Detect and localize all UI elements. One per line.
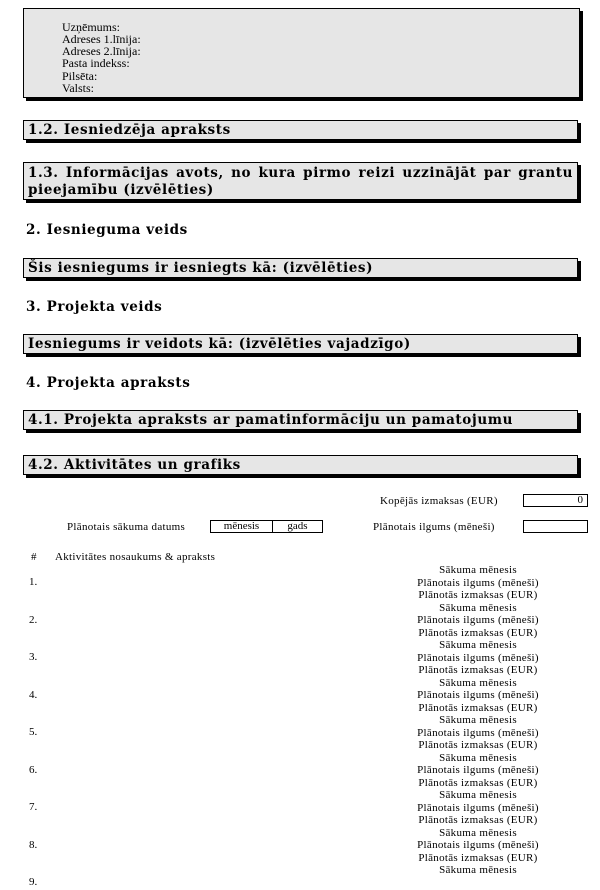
- total-cost-field[interactable]: 0: [523, 494, 588, 507]
- activity-duration-label: Plānotais ilgums (mēneši): [417, 726, 539, 739]
- activity-cost-label: Plānotās izmaksas (EUR): [418, 626, 538, 639]
- activity-number: 8.: [29, 838, 38, 851]
- activity-number: 3.: [29, 651, 38, 663]
- col-activity-header: Aktivitātes nosaukums & apraksts: [55, 551, 216, 563]
- start-date-label: Plānotais sākuma datums: [67, 521, 186, 533]
- section-2-heading: 2. Iesnieguma veids: [26, 222, 188, 238]
- activity-number: 1.: [29, 576, 38, 588]
- activity-start-month-label: Sākuma mēnesis: [439, 864, 517, 876]
- activity-start-month-label: Sākuma mēnesis: [439, 826, 517, 839]
- address-line1-label: Adreses 1.līnija:: [62, 32, 141, 46]
- activity-duration-label: Plānotais ilgums (mēneši): [417, 801, 539, 814]
- postal-code-label: Pasta indekss:: [62, 56, 130, 70]
- activity-start-month-label: Sākuma mēnesis: [439, 751, 517, 764]
- activity-duration-label: Plānotais ilgums (mēneši): [417, 839, 539, 851]
- activity-number: 7.: [29, 801, 38, 813]
- section-4-heading: 4. Projekta apraksts: [26, 375, 191, 391]
- col-number-header: #: [31, 551, 37, 563]
- activity-number: 4.: [29, 688, 38, 701]
- activity-number: 6.: [29, 763, 38, 776]
- section-1-2-title: 1.2. Iesniedzēja apraksts: [28, 122, 231, 138]
- activity-cost-label: Plānotās izmaksas (EUR): [418, 851, 538, 864]
- duration-label: Plānotais ilgums (mēneši): [373, 521, 495, 533]
- section-1-3-title: 1.3. Informācijas avots, no kura pirmo reizi uzzinājāt par grantu pieejamību (izvēlēties): [28, 165, 573, 198]
- company-label: Uzņēmums:: [62, 20, 120, 34]
- activity-duration-label: Plānotais ilgums (mēneši): [417, 576, 539, 589]
- activity-start-month-label: Sākuma mēnesis: [439, 639, 517, 651]
- activity-cost-label: Plānotās izmaksas (EUR): [418, 776, 538, 789]
- activity-cost-label: Plānotās izmaksas (EUR): [418, 664, 538, 676]
- country-label: Valsts:: [62, 81, 95, 95]
- activity-start-month-label: Sākuma mēnesis: [439, 601, 517, 614]
- address-box: [23, 8, 580, 98]
- total-cost-label: Kopējās izmaksas (EUR): [380, 495, 498, 507]
- activity-cost-label: Plānotās izmaksas (EUR): [418, 701, 538, 714]
- address-line2-label: Adreses 2.līnija:: [62, 44, 141, 58]
- city-label: Pilsēta:: [62, 69, 98, 83]
- activity-number: 9.: [29, 876, 38, 888]
- section-3-heading: 3. Projekta veids: [26, 299, 163, 315]
- activity-start-month-label: Sākuma mēnesis: [439, 564, 517, 576]
- activity-duration-label: Plānotais ilgums (mēneši): [417, 764, 539, 776]
- activity-duration-label: Plānotais ilgums (mēneši): [417, 614, 539, 626]
- activity-number: 5.: [29, 726, 38, 738]
- start-month-field[interactable]: mēnesis: [210, 520, 273, 533]
- activity-duration-label: Plānotais ilgums (mēneši): [417, 689, 539, 701]
- section-1-3-bar[interactable]: [23, 162, 578, 200]
- section-1-2-bar: [23, 120, 578, 140]
- activity-start-month-label: Sākuma mēnesis: [439, 789, 517, 801]
- section-3-bar[interactable]: [23, 334, 578, 354]
- section-4-1-title: 4.1. Projekta apraksts ar pamatinformāciju un pamatojumu: [28, 412, 514, 428]
- section-3-bar-title: Iesniegums ir veidots kā: (izvēlēties vajadzīgo): [28, 336, 411, 352]
- section-4-2-title: 4.2. Aktivitātes un grafiks: [28, 457, 241, 473]
- activity-cost-label: Plānotās izmaksas (EUR): [418, 814, 538, 826]
- activity-number: 2.: [29, 613, 38, 626]
- duration-field[interactable]: [523, 520, 588, 533]
- activity-cost-label: Plānotās izmaksas (EUR): [418, 739, 538, 751]
- section-4-2-bar: [23, 455, 578, 475]
- section-2-bar-title: Šis iesniegums ir iesniegts kā: (izvēlēties): [28, 260, 374, 276]
- start-year-field[interactable]: gads: [272, 520, 323, 533]
- activity-duration-label: Plānotais ilgums (mēneši): [417, 651, 539, 664]
- activity-cost-label: Plānotās izmaksas (EUR): [418, 589, 538, 601]
- section-4-1-bar[interactable]: [23, 410, 578, 430]
- section-2-bar[interactable]: [23, 258, 578, 278]
- activity-start-month-label: Sākuma mēnesis: [439, 676, 517, 689]
- activity-start-month-label: Sākuma mēnesis: [439, 714, 517, 726]
